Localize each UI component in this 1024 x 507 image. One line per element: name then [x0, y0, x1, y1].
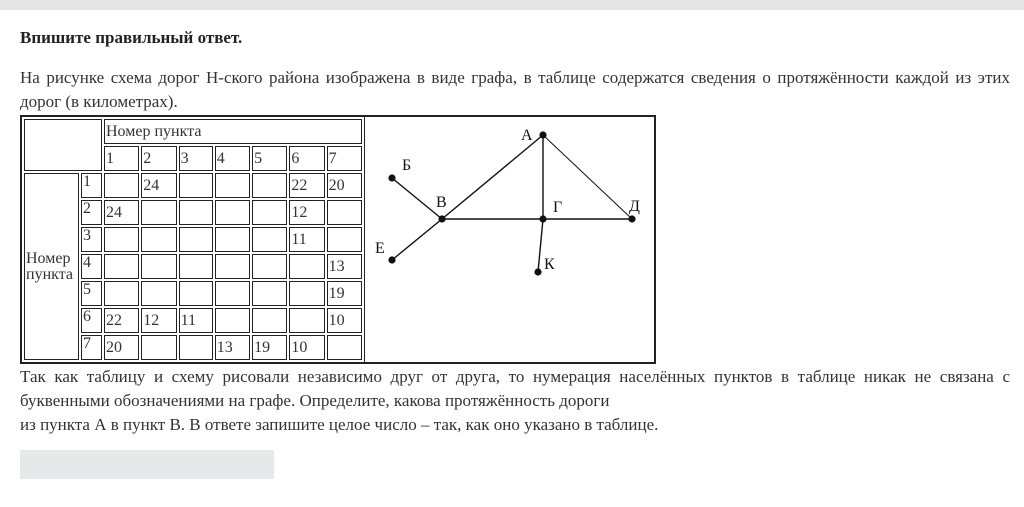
table-cell: [141, 281, 176, 306]
table-cell: [179, 281, 213, 306]
node-b: [388, 174, 395, 181]
table-cell: 22: [289, 173, 324, 198]
column-number: 2: [141, 146, 176, 171]
table-cell: [104, 173, 139, 198]
table-cell: 10: [289, 335, 324, 360]
row-header-label: Номер пункта: [24, 173, 79, 360]
edge-a-v: [442, 135, 543, 219]
table-cell: [289, 308, 324, 333]
row-number: 2: [81, 200, 102, 225]
question-intro: На рисунке схема дорог Н-ского района изображена в виде графа, в таблице содержатся сведения о протяжённости каждой из этих дорог (в километрах).: [20, 68, 1010, 111]
table-cell: [179, 200, 213, 225]
node-label-g: Г: [553, 199, 563, 216]
distance-table-wrap: [22, 117, 364, 362]
node-e: [388, 256, 395, 263]
table-cell: 12: [141, 308, 176, 333]
table-cell: [327, 335, 362, 360]
table-cell: [104, 254, 139, 279]
table-row: [24, 173, 362, 198]
row-number: 7: [81, 335, 102, 360]
node-label-k: К: [544, 256, 555, 273]
table-cell: [179, 335, 213, 360]
table-cell: [327, 227, 362, 252]
row-number: 1: [81, 173, 102, 198]
column-number: 6: [289, 146, 324, 171]
table-cell: 11: [289, 227, 324, 252]
column-number: 4: [215, 146, 250, 171]
table-cell: 12: [289, 200, 324, 225]
task-figure: [20, 115, 656, 364]
table-cell: [179, 227, 213, 252]
table-cell: 11: [179, 308, 213, 333]
node-v: [438, 215, 445, 222]
table-cell: [252, 281, 287, 306]
column-number: 3: [179, 146, 213, 171]
table-cell: 10: [327, 308, 362, 333]
road-graph: [364, 117, 655, 362]
table-cell: [104, 281, 139, 306]
table-header-row: [24, 119, 362, 144]
node-k: [534, 268, 541, 275]
table-cell: [289, 281, 324, 306]
answer-input[interactable]: [20, 450, 274, 479]
table-cell: [141, 227, 176, 252]
table-cell: [327, 200, 362, 225]
table-cell: [215, 281, 250, 306]
node-label-b: Б: [402, 157, 412, 174]
table-cell: 13: [215, 335, 250, 360]
table-cell: [215, 227, 250, 252]
node-d: [628, 215, 635, 222]
table-cell: 22: [104, 308, 139, 333]
table-cell: [215, 173, 250, 198]
table-cell: 20: [104, 335, 139, 360]
column-number: 7: [327, 146, 362, 171]
node-label-e: Е: [375, 240, 385, 257]
table-cell: [252, 254, 287, 279]
table-cell: [215, 254, 250, 279]
table-cell: [289, 254, 324, 279]
table-cell: [252, 200, 287, 225]
node-a: [539, 131, 546, 138]
edge-v-b: [392, 178, 442, 219]
table-cell: 20: [327, 173, 362, 198]
question-prompt: из пункта А в пункт В. В ответе запишите целое число – так, как оно указано в таблице.: [20, 415, 659, 434]
table-cell: [252, 173, 287, 198]
road-graph-svg: [365, 117, 655, 362]
edge-g-k: [538, 219, 543, 272]
node-label-v: В: [436, 194, 447, 211]
table-cell: [141, 200, 176, 225]
table-cell: [141, 254, 176, 279]
table-cell: 24: [141, 173, 176, 198]
table-cell: [179, 254, 213, 279]
top-bar: [0, 0, 1024, 10]
question-paragraph: Так как таблицу и схему рисовали независимо друг от друга, то нумерация населённых пунктов в таблице никак не связана с буквенными обозначениями на графе. Определите, какова протяжённость дороги: [20, 367, 1010, 410]
table-cell: [215, 200, 250, 225]
row-number: 5: [81, 281, 102, 306]
table-cell: 13: [327, 254, 362, 279]
table-cell: 19: [252, 335, 287, 360]
row-number: 6: [81, 308, 102, 333]
table-cell: [179, 173, 213, 198]
question-body: [20, 365, 1010, 437]
row-number: 4: [81, 254, 102, 279]
edge-v-e: [392, 219, 442, 260]
table-cell: [252, 227, 287, 252]
column-number: 1: [104, 146, 139, 171]
table-cell: [252, 308, 287, 333]
question-title: Впишите правильный ответ.: [20, 28, 243, 47]
table-cell: [141, 335, 176, 360]
table-corner-cell: [24, 119, 102, 171]
table-cell: 24: [104, 200, 139, 225]
distance-table: [22, 117, 364, 362]
table-cell: [104, 227, 139, 252]
node-label-a: А: [521, 127, 533, 144]
column-number: 5: [252, 146, 287, 171]
node-g: [539, 215, 546, 222]
table-cell: 19: [327, 281, 362, 306]
table-cell: [215, 308, 250, 333]
column-header-label: Номер пункта: [104, 119, 362, 144]
node-label-d: Д: [629, 198, 640, 215]
row-number: 3: [81, 227, 102, 252]
